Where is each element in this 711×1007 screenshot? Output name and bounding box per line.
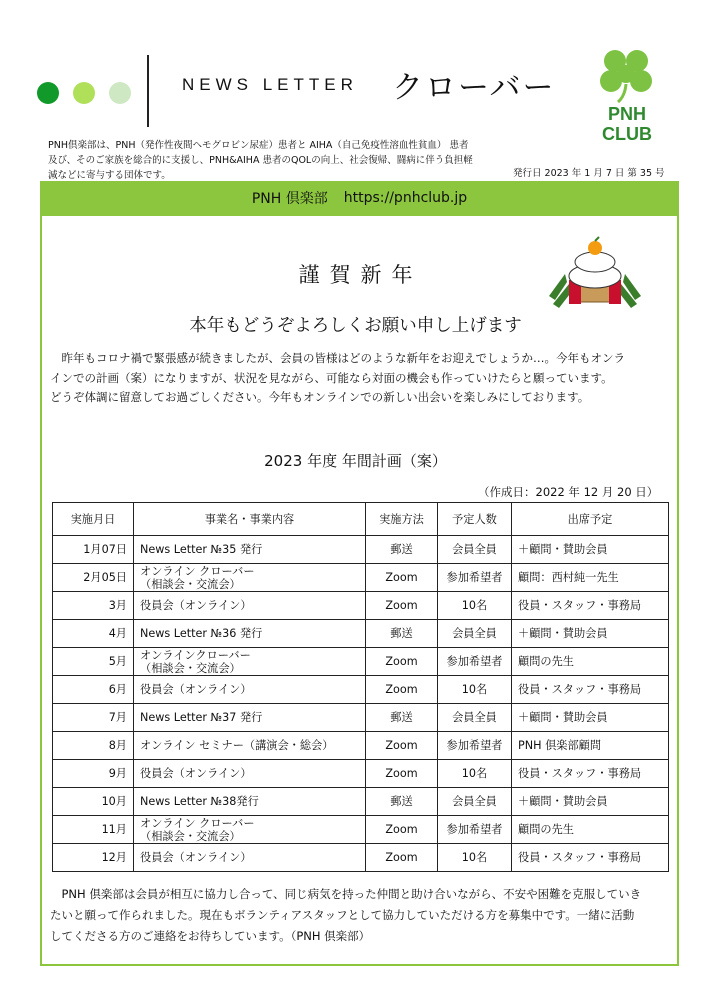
cell-people: 会員全員 [438,704,512,732]
cell-event [134,536,366,564]
cell-people: 10名 [438,592,512,620]
header-method: 実施方法 [366,503,438,536]
cell-event [134,648,366,676]
event-line: News Letter №37 発行 [140,711,263,724]
cell-method: Zoom [366,648,438,676]
cell-people: 会員全員 [438,536,512,564]
organization-description [48,138,518,183]
cell-date: 8月 [53,732,134,760]
cell-attend: 顧問：西村純一先生 [512,564,669,592]
table-row [53,592,669,620]
cell-event [134,732,366,760]
cell-people: 参加希望者 [438,816,512,844]
cell-date: 12月 [53,844,134,872]
cell-date: 11月 [53,816,134,844]
cell-date: 4月 [53,620,134,648]
cell-method: Zoom [366,564,438,592]
table-header-row [53,503,669,536]
cell-method: Zoom [366,844,438,872]
cell-attend: 役員・スタッフ・事務局 [512,592,669,620]
cell-date: 5月 [53,648,134,676]
cell-date: 1月07日 [53,536,134,564]
table-row [53,844,669,872]
green-dot-pale [109,82,131,104]
closing-line: してくださる方のご連絡をお待ちしています。（PNH 倶楽部） [50,929,371,943]
logo-text-pnh: PNH [607,104,647,124]
greeting-subtitle: 本年もどうぞよろしくお願い申し上げます [189,316,522,336]
banner-org: PNH 倶楽部 [251,190,328,207]
header-people: 予定人数 [438,503,512,536]
table-row [53,536,669,564]
description-line: PNH倶楽部は、PNH（発作性夜間ヘモグロビン尿症）患者と AIHA（自己免疫性溶血性貧血） 患者 [48,140,469,151]
table-row [53,620,669,648]
cell-attend: ＋顧問・賛助会員 [512,788,669,816]
closing-line: たいと願って作られました。現在もボランティアスタッフとして協力していただける方を募集中です。一緒に活動 [50,908,635,922]
greeting-body-line: どうぞ体調に留意してお過ごしください。今年もオンラインでの新しい出会いを楽しみにしております。 [50,390,590,404]
event-line: オンラインクローバー [140,648,251,662]
table-row [53,760,669,788]
description-line: 減などに寄与する団体です。 [48,170,171,181]
clover-logo-icon [592,44,662,144]
event-line: オンライン クローバー [140,564,255,578]
table-row [53,676,669,704]
event-line: （相談会・交流会） [140,577,241,591]
cell-attend: 顧問の先生 [512,816,669,844]
cell-people: 10名 [438,676,512,704]
cell-method: 郵送 [366,536,438,564]
event-line: News Letter №38発行 [140,795,259,808]
cell-method: Zoom [366,676,438,704]
event-line: オンライン セミナー（講演会・総会） [140,739,334,752]
cell-method: Zoom [366,816,438,844]
issue-info: 発行日 2023 年 1 月 7 日 第 35 号 [513,168,665,179]
logo-text-club: CLUB [602,124,652,144]
cell-people: 10名 [438,844,512,872]
greeting-body-line: 昨年もコロナ禍で緊張感が続きましたが、会員の皆様はどのような新年をお迎えでしょうか…。今年もオンラ [50,351,625,365]
description-line: 及び、そのご家族を総合的に支援し、PNH&AIHA 患者のQOLの向上、社会復帰、闘病に伴う負担軽 [48,155,473,166]
header-divider [147,55,149,127]
new-year-greeting: 謹賀新年 [298,263,423,287]
table-row [53,648,669,676]
cell-date: 2月05日 [53,564,134,592]
cell-date: 9月 [53,760,134,788]
cell-people: 参加希望者 [438,648,512,676]
cell-method: 郵送 [366,620,438,648]
cell-event [134,620,366,648]
table-row [53,788,669,816]
header-event: 事業名・事業内容 [134,503,366,536]
cell-date: 10月 [53,788,134,816]
event-line: News Letter №35 発行 [140,543,263,556]
green-dot-dark [37,82,59,104]
cell-attend: PNH 倶楽部顧問 [512,732,669,760]
cell-date: 6月 [53,676,134,704]
table-row [53,816,669,844]
cell-attend: 顧問の先生 [512,648,669,676]
cell-event [134,704,366,732]
site-banner [40,181,679,214]
event-line: 役員会（オンライン） [140,851,252,864]
closing-message [50,884,670,947]
cell-event [134,816,366,844]
event-line: 役員会（オンライン） [140,599,252,612]
cell-attend: 役員・スタッフ・事務局 [512,676,669,704]
cell-event [134,564,366,592]
cell-event [134,676,366,704]
cell-attend: ＋顧問・賛助会員 [512,704,669,732]
cell-event [134,592,366,620]
green-dot-light [73,82,95,104]
header-date: 実施月日 [53,503,134,536]
header-attend: 出席予定 [512,503,669,536]
cell-method: 郵送 [366,788,438,816]
plan-title: 2023 年度 年間計画（案） [264,452,447,470]
event-line: News Letter №36 発行 [140,627,263,640]
table-row [53,564,669,592]
event-line: （相談会・交流会） [140,829,241,843]
cell-method: Zoom [366,760,438,788]
cell-event [134,788,366,816]
cell-date: 7月 [53,704,134,732]
closing-line: PNH 倶楽部は会員が相互に協力し合って、同じ病気を持った仲間と助け合いながら、不安や困難を克服していき [50,887,642,901]
cell-attend: ＋顧問・賛助会員 [512,620,669,648]
cell-people: 会員全員 [438,788,512,816]
plan-created-date: （作成日：2022 年 12 月 20 日） [478,485,659,499]
cell-date: 3月 [53,592,134,620]
cell-method: Zoom [366,592,438,620]
cell-method: 郵送 [366,704,438,732]
greeting-body [50,349,670,408]
event-line: 役員会（オンライン） [140,767,252,780]
cell-people: 参加希望者 [438,732,512,760]
event-line: （相談会・交流会） [140,661,241,675]
cell-attend: ＋顧問・賛助会員 [512,536,669,564]
cell-attend: 役員・スタッフ・事務局 [512,760,669,788]
greeting-body-line: インでの計画（案）になりますが、状況を見ながら、可能なら対面の機会も作っていけたらと願っています。 [50,370,613,385]
cell-attend: 役員・スタッフ・事務局 [512,844,669,872]
banner-url-link[interactable]: https://pnhclub.jp [343,189,468,206]
kagami-mochi-icon [545,234,645,314]
event-line: 役員会（オンライン） [140,683,252,696]
annual-plan-table [52,502,669,872]
cell-event [134,844,366,872]
table-row [53,704,669,732]
cell-people: 会員全員 [438,620,512,648]
event-line: オンライン クローバー [140,816,255,830]
cell-event [134,760,366,788]
cell-method: Zoom [366,732,438,760]
newsletter-label: NEWS LETTER [182,75,358,94]
newsletter-title: クローバー [392,70,556,106]
cell-people: 10名 [438,760,512,788]
cell-people: 参加希望者 [438,564,512,592]
table-row [53,732,669,760]
